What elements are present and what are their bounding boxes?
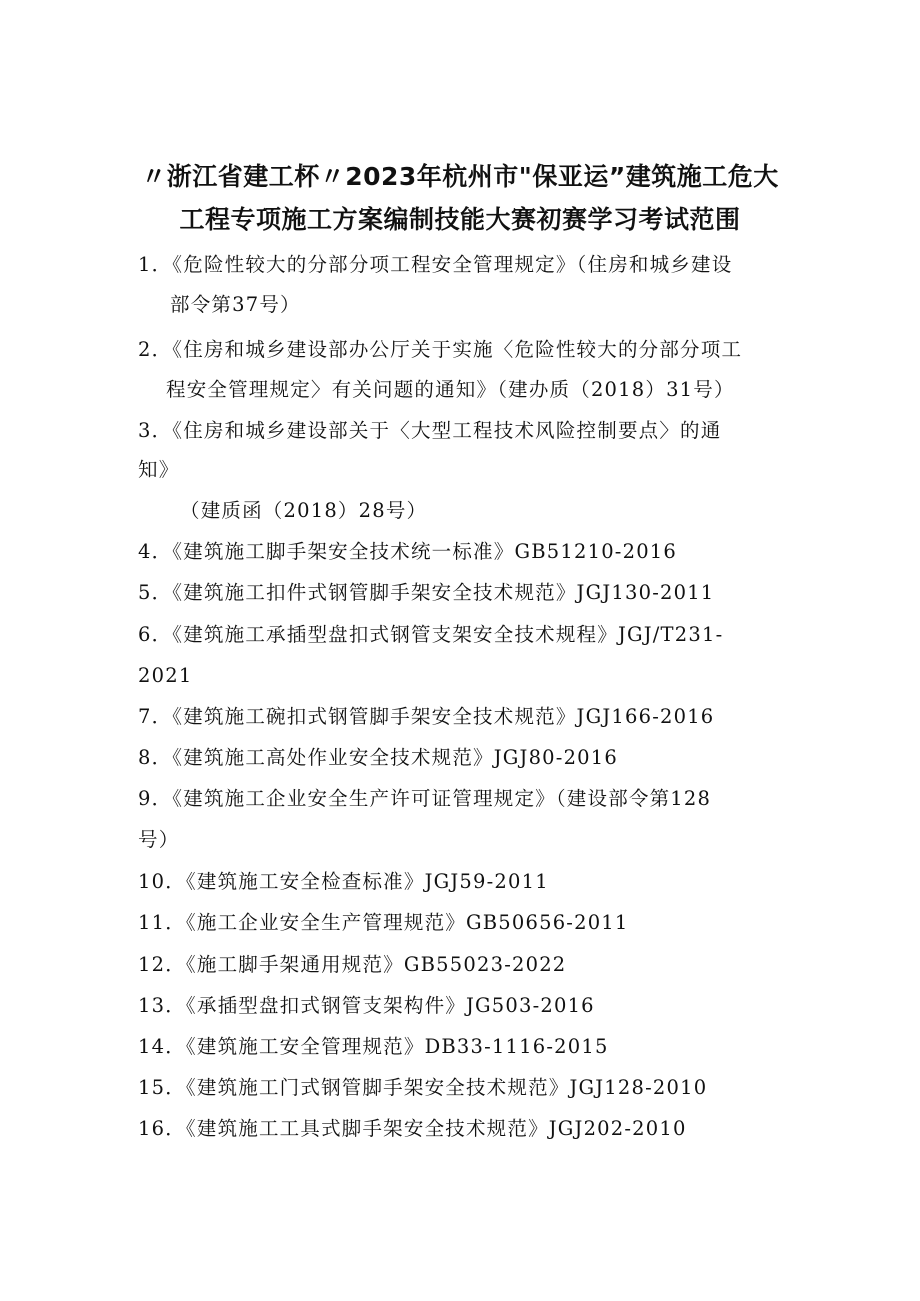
list-item-5: 5．《建筑施工扣件式钢管脚手架安全技术规范》JGJ130-2011: [138, 581, 715, 604]
list-item-1-cont: 部令第37号）: [170, 293, 301, 316]
document-title-line-1: 〃浙江省建工杯〃2023年杭州市"保亚运”建筑施工危大: [141, 162, 779, 191]
list-item-6: 6．《建筑施工承插型盘扣式钢管支架安全技术规程》JGJ/T231-: [138, 623, 724, 646]
list-item-8: 8．《建筑施工高处作业安全技术规范》JGJ80-2016: [138, 746, 618, 769]
list-item-3-cont: 知》: [138, 458, 180, 481]
list-item-13: 13．《承插型盘扣式钢管支架构件》JG503-2016: [138, 994, 595, 1017]
list-item-2: 2．《住房和城乡建设部办公厅关于实施〈危险性较大的分部分项工: [138, 338, 743, 361]
list-item-9: 9．《建筑施工企业安全生产许可证管理规定》（建设部令第128: [138, 787, 712, 810]
list-item-14: 14．《建筑施工安全管理规范》DB33-1116-2015: [138, 1035, 609, 1058]
list-item-2-cont: 程安全管理规定〉有关问题的通知》（建办质（2018）31号）: [166, 378, 735, 401]
list-item-6-cont: 2021: [138, 664, 193, 687]
list-item-7: 7．《建筑施工碗扣式钢管脚手架安全技术规范》JGJ166-2016: [138, 705, 715, 728]
list-item-1: 1．《危险性较大的分部分项工程安全管理规定》（住房和城乡建设: [138, 253, 733, 276]
list-item-3-ref: （建质函（2018）28号）: [180, 499, 428, 522]
list-item-3: 3．《住房和城乡建设部关于〈大型工程技术风险控制要点〉的通: [138, 419, 722, 442]
list-item-16: 16．《建筑施工工具式脚手架安全技术规范》JGJ202-2010: [138, 1117, 687, 1140]
list-item-15: 15．《建筑施工门式钢管脚手架安全技术规范》JGJ128-2010: [138, 1076, 708, 1099]
list-item-9-cont: 号）: [138, 828, 180, 851]
list-item-11: 11．《施工企业安全生产管理规范》GB50656-2011: [138, 911, 629, 934]
document-title-line-2: 工程专项施工方案编制技能大赛初赛学习考试范围: [179, 205, 741, 234]
list-item-10: 10．《建筑施工安全检查标准》JGJ59-2011: [138, 870, 549, 893]
list-item-4: 4．《建筑施工脚手架安全技术统一标准》GB51210-2016: [138, 540, 678, 563]
list-item-12: 12．《施工脚手架通用规范》GB55023-2022: [138, 953, 567, 976]
